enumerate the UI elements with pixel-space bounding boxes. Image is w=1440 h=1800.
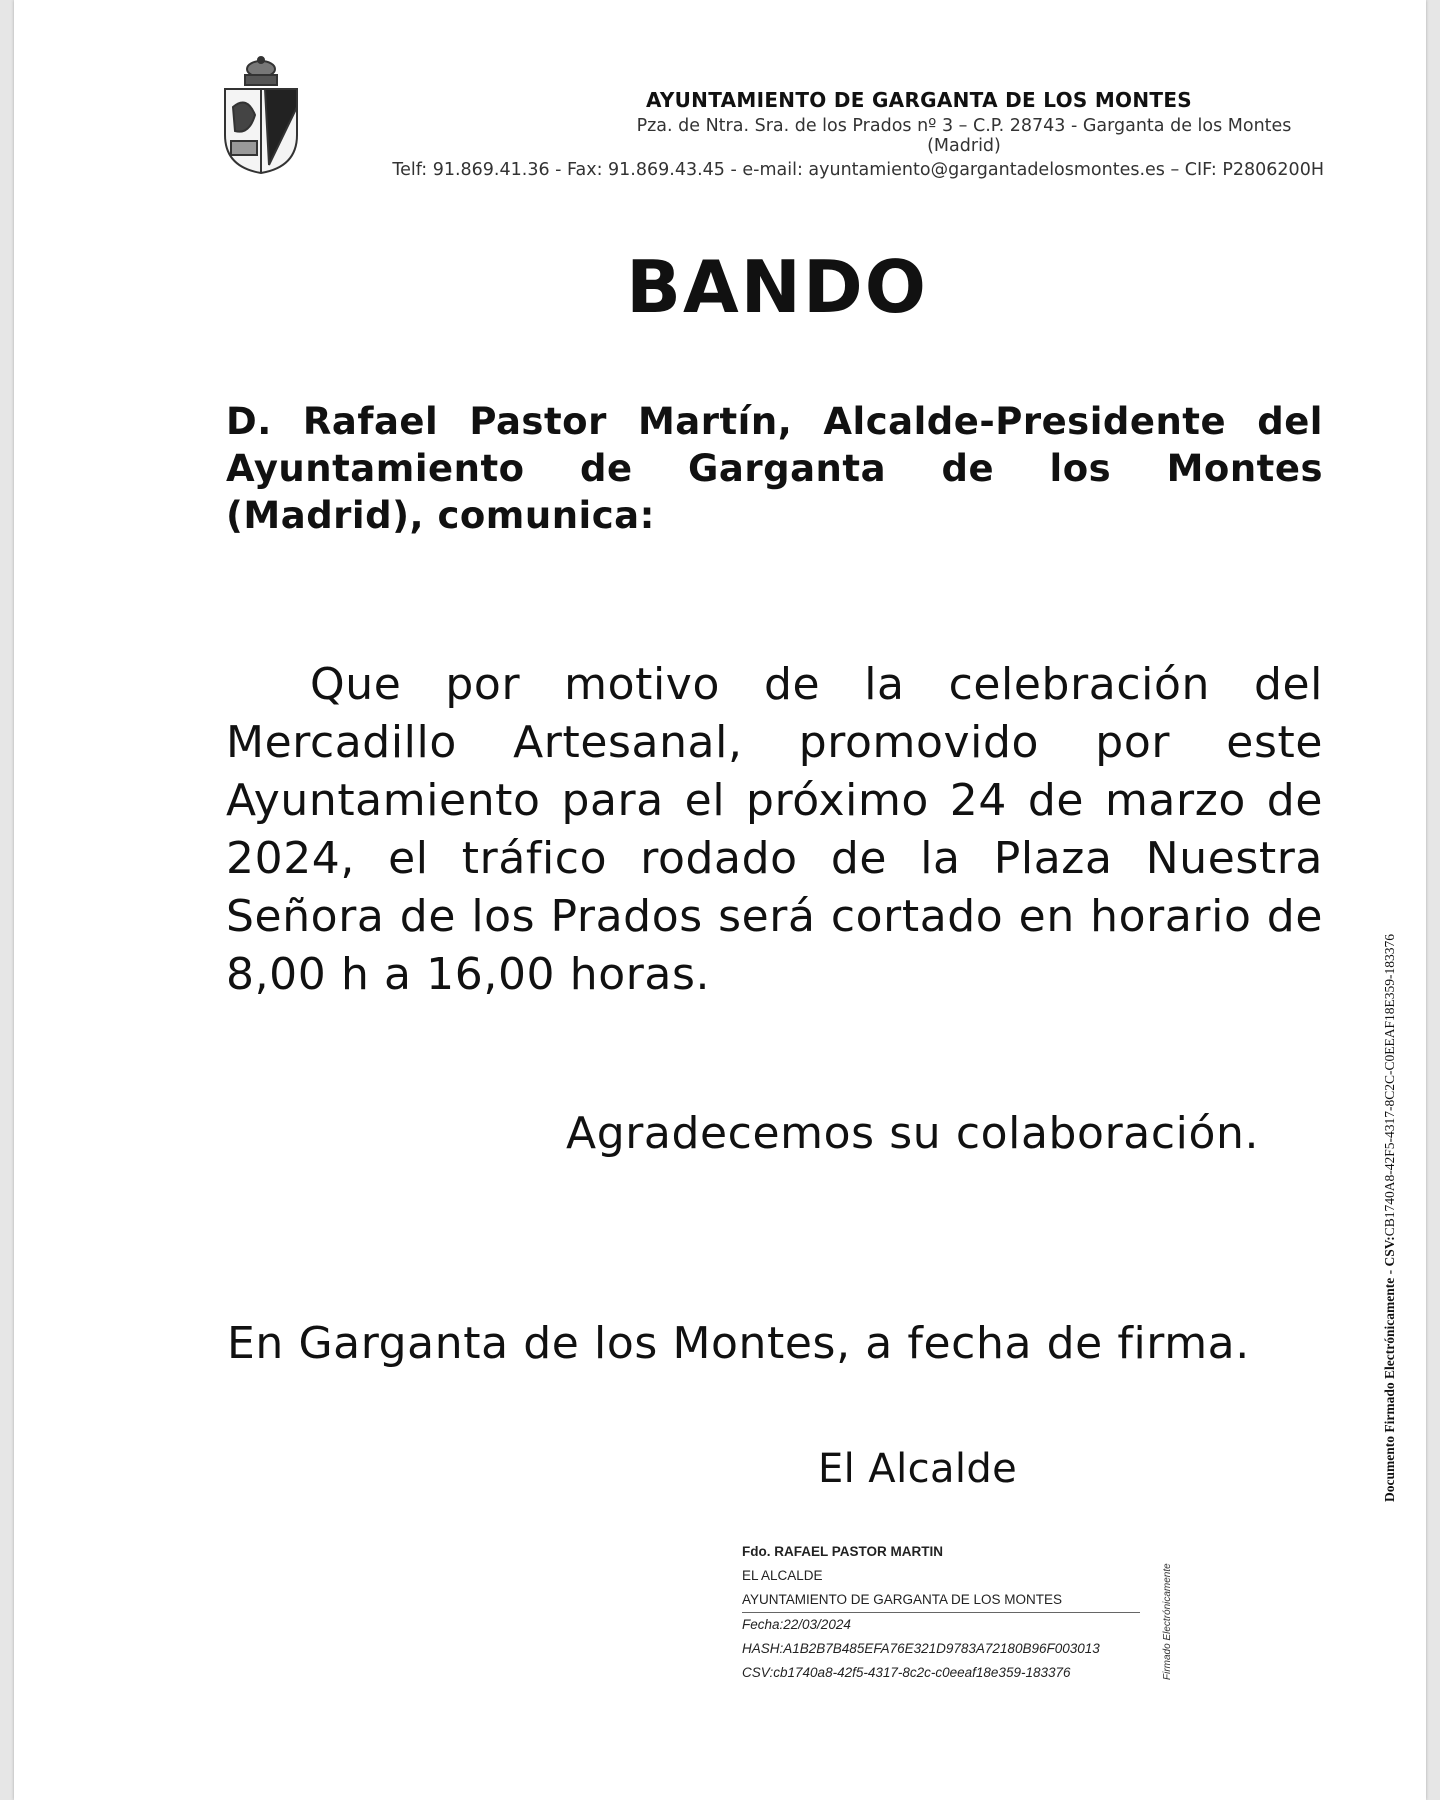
document-title: BANDO xyxy=(626,245,928,329)
signer-role: El Alcalde xyxy=(818,1446,1018,1492)
electronic-signature-block xyxy=(742,1540,1140,1685)
institution-contact: Telf: 91.869.41.36 - Fax: 91.869.43.45 - e-mail: ayuntamiento@gargantadelosmontes.es – CIF: P2806200H xyxy=(392,160,1324,180)
side-csv-label: Documento Firmado Electrónicamente - CSV: xyxy=(1382,1236,1397,1502)
signature-entity: AYUNTAMIENTO DE GARGANTA DE LOS MONTES xyxy=(742,1588,1140,1613)
signature-csv: CSV:cb1740a8-42f5-4317-8c2c-c0eeaf18e359-183376 xyxy=(742,1665,1071,1680)
body-text: Que por motivo de la celebración del Mercadillo Artesanal, promovido por este Ayuntamiento para el próximo 24 de marzo de 2024, el tráfico rodado de la Plaza Nuestra Señora de los Prados será cortado en horario de 8,00 h a 16,00 horas. xyxy=(226,659,1323,1000)
letterhead xyxy=(344,88,1324,180)
signature-name: Fdo. RAFAEL PASTOR MARTIN xyxy=(742,1544,943,1559)
institution-address: Pza. de Ntra. Sra. de los Prados nº 3 – C.P. 28743 - Garganta de los Montes (Madrid) xyxy=(636,116,1292,156)
signature-hash: HASH:A1B2B7B485EFA76E321D9783A72180B96F003013 xyxy=(742,1641,1100,1656)
document-page xyxy=(14,0,1426,1800)
signature-date: Fecha:22/03/2024 xyxy=(742,1617,851,1632)
side-csv-note xyxy=(1382,934,1398,1502)
side-csv-code: CB1740A8-42F5-4317-8C2C-C0EEAF18E359-183376 xyxy=(1382,934,1397,1237)
place-date-line: En Garganta de los Montes, a fecha de firma. xyxy=(227,1318,1250,1369)
signature-role: EL ALCALDE xyxy=(742,1568,823,1583)
body-paragraph xyxy=(226,656,1323,1004)
coat-of-arms-icon xyxy=(219,55,304,177)
intro-paragraph: D. Rafael Pastor Martín, Alcalde-Presidente del Ayuntamiento de Garganta de los Montes (Madrid), comunica: xyxy=(226,400,1323,537)
signature-vertical-note: Firmado Electrónicamente xyxy=(1162,1563,1173,1680)
thanks-line: Agradecemos su colaboración. xyxy=(566,1108,1260,1159)
institution-name: AYUNTAMIENTO DE GARGANTA DE LOS MONTES xyxy=(645,88,1192,112)
